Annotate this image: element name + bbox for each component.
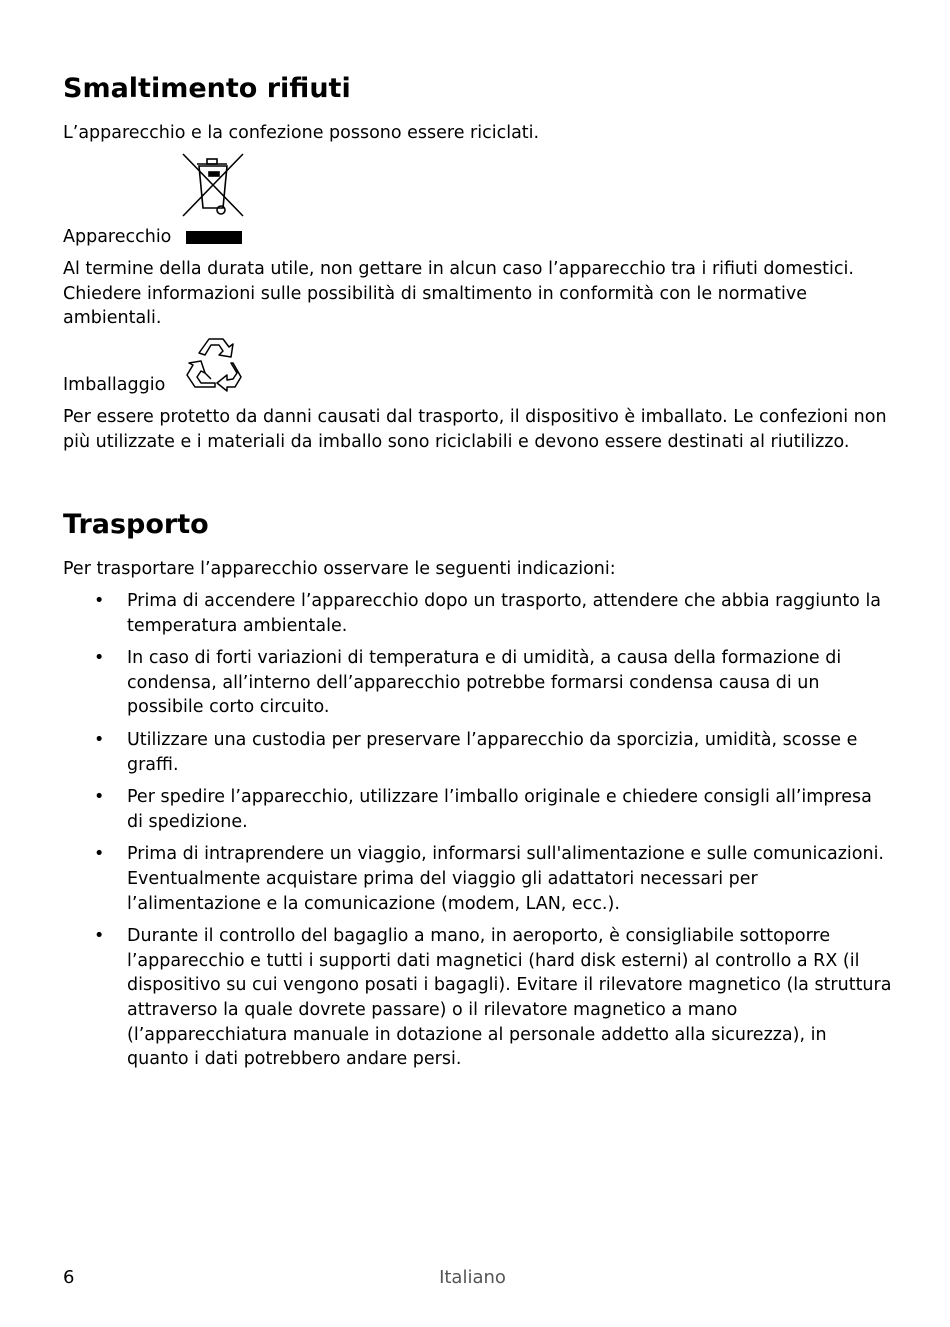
list-item [63,785,893,834]
section-title-trasporto: Trasporto [63,509,209,540]
list-item-text: Per spedire l’apparecchio, utilizzare l’imballo originale e chiedere consigli all’impresa di spedizione. [127,787,872,832]
recycle-icon [181,333,247,395]
packaging-label: Imballaggio [63,375,166,395]
list-item-text: Prima di intraprendere un viaggio, informarsi sull'alimentazione e sulle comunicazioni. Eventualmente acquistare prima del viaggio gli adattatori necessari per l’alimentazione e la comunicazione (modem, LAN, ecc.). [127,844,884,914]
list-item [63,646,893,720]
bullet: • [94,926,105,947]
weee-black-bar [186,231,242,244]
footer-language: Italiano [439,1267,506,1288]
trasporto-intro: Per trasportare l’apparecchio osservare le seguenti indicazioni: [63,559,616,579]
crossed-out-wheelie-bin-icon [181,152,247,220]
device-disposal-text: Al termine della durata utile, non gettare in alcun caso l’apparecchio tra i rifiuti domestici. Chiedere informazioni sulle possibilità di smaltimento in conformità con le normative ambientali. [63,259,854,329]
list-item-text: Durante il controllo del bagaglio a mano, in aeroporto, è consigliabile sottoporre l’apparecchio e tutti i supporti dati magnetici (hard disk esterni) al controllo a RX (il dispositivo su cui vengono posati i bagagli). Evitare il rilevatore magnetico (la struttura attraverso la quale dovrete passare) o il rilevatore magnetico a mano (l’apparecchiatura manuale in dotazione al personale addetto alla sicurezza), in quanto i dati potrebbero andare persi. [127,926,892,1070]
bullet: • [94,648,105,669]
list-item-text: In caso di forti variazioni di temperatura e di umidità, a causa della formazione di condensa, all’interno dell’apparecchio potrebbe formarsi condensa causa di un possibile corto circuito. [127,648,842,718]
section-title-smaltimento: Smaltimento rifiuti [63,73,351,104]
bullet: • [94,591,105,611]
bullet: • [94,729,105,750]
list-item-text: Utilizzare una custodia per preservare l’apparecchio da sporcizia, umidità, scosse e graffi. [127,729,858,775]
bullet: • [94,844,105,865]
device-label: Apparecchio [63,227,172,247]
page-number: 6 [63,1267,75,1288]
list-item [63,924,893,1072]
smaltimento-intro: L’apparecchio e la confezione possono essere riciclati. [63,123,540,143]
list-item [63,842,893,916]
bullet: • [94,787,105,808]
list-item [63,728,893,777]
transport-instructions-list [63,589,893,1080]
packaging-disposal-text: Per essere protetto da danni causati dal trasporto, il dispositivo è imballato. Le confezioni non più utilizzate e i materiali da imballo sono riciclabili e devono essere destinati al riutilizzo. [63,407,887,452]
list-item [63,589,893,638]
list-item-text: Prima di accendere l’apparecchio dopo un trasporto, attendere che abbia raggiunto la temperatura ambientale. [127,591,882,636]
